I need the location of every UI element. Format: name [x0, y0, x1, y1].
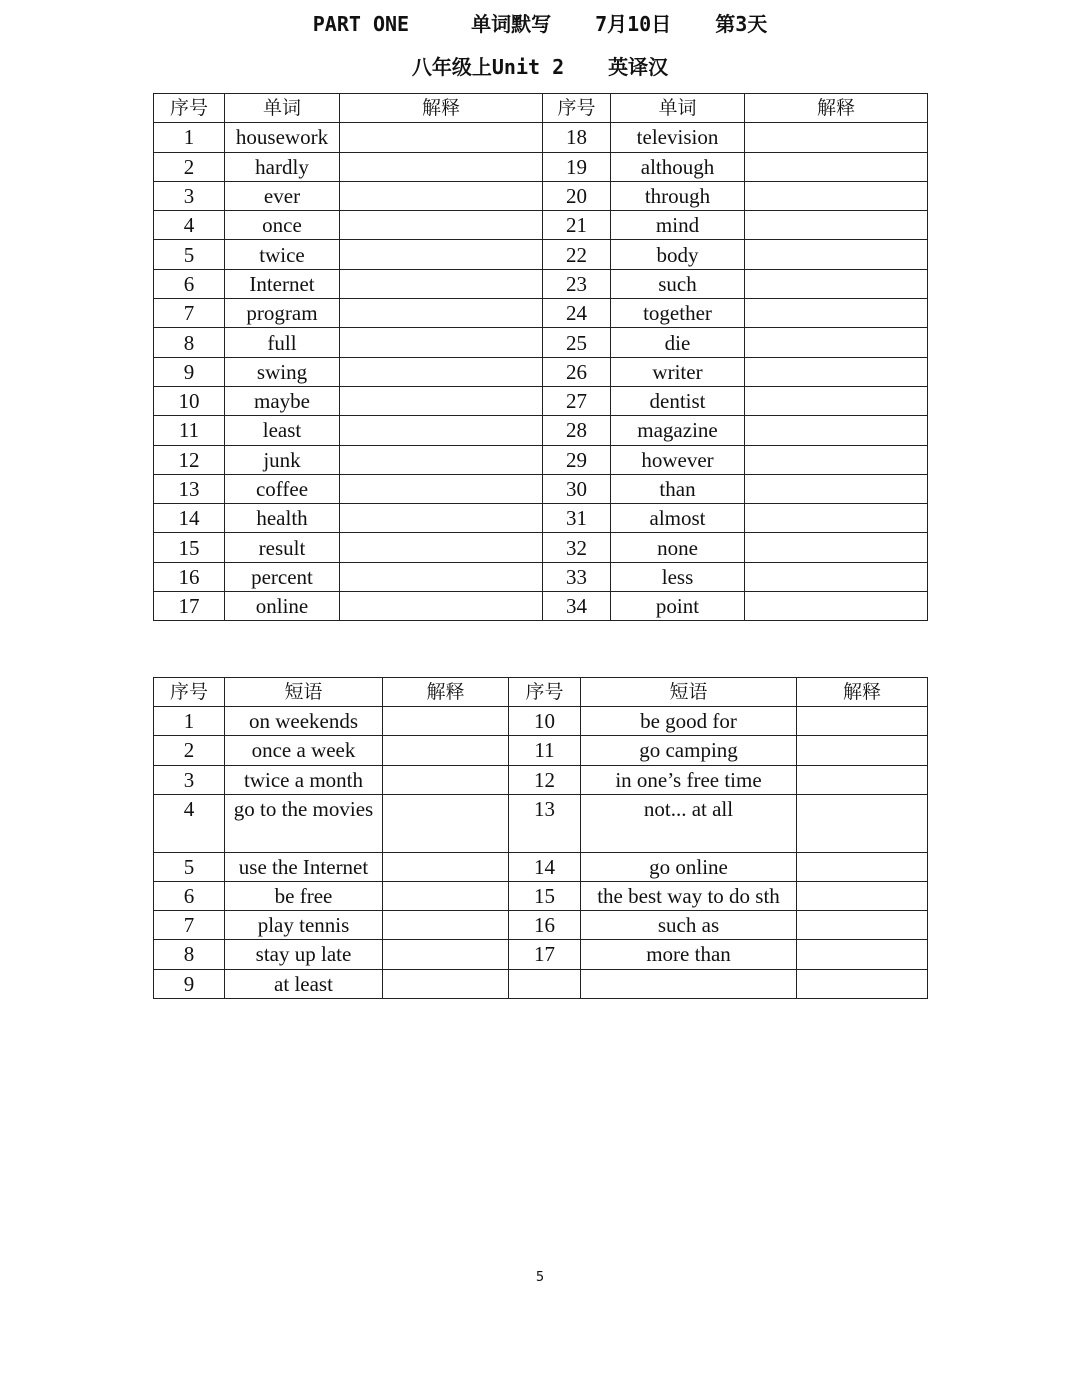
day-label: 第3天 [715, 12, 768, 36]
table-row [154, 940, 928, 969]
phrase-text: play tennis [225, 911, 383, 940]
column-header-meaning: 解释 [745, 94, 928, 123]
row-number: 9 [154, 357, 225, 386]
phrase-text [581, 969, 797, 998]
meaning-answer-cell[interactable] [797, 911, 928, 940]
meaning-answer-cell[interactable] [745, 357, 928, 386]
phrase-text: twice a month [225, 765, 383, 794]
meaning-answer-cell[interactable] [745, 328, 928, 357]
table-row [154, 181, 928, 210]
row-number: 10 [154, 386, 225, 415]
table-row [154, 504, 928, 533]
row-number: 9 [154, 969, 225, 998]
vocabulary-word: through [611, 181, 745, 210]
meaning-answer-cell[interactable] [797, 881, 928, 910]
meaning-answer-cell[interactable] [797, 707, 928, 736]
row-number: 1 [154, 707, 225, 736]
table-header-row [154, 94, 928, 123]
table-row [154, 386, 928, 415]
phrase-text: in one’s free time [581, 765, 797, 794]
row-number: 29 [543, 445, 611, 474]
meaning-answer-cell[interactable] [340, 416, 543, 445]
row-number: 2 [154, 152, 225, 181]
table-row [154, 123, 928, 152]
row-number: 30 [543, 474, 611, 503]
meaning-answer-cell[interactable] [340, 181, 543, 210]
meaning-answer-cell[interactable] [340, 445, 543, 474]
phrase-text: be good for [581, 707, 797, 736]
row-number: 6 [154, 881, 225, 910]
vocabulary-word: twice [225, 240, 340, 269]
meaning-answer-cell[interactable] [383, 765, 509, 794]
table-row [154, 911, 928, 940]
phrase-text: not... at all [581, 794, 797, 852]
vocabulary-word: maybe [225, 386, 340, 415]
vocabulary-word: hardly [225, 152, 340, 181]
row-number: 26 [543, 357, 611, 386]
vocabulary-word: together [611, 299, 745, 328]
vocabulary-word: magazine [611, 416, 745, 445]
meaning-answer-cell[interactable] [797, 852, 928, 881]
vocabulary-word: point [611, 592, 745, 621]
meaning-answer-cell[interactable] [745, 445, 928, 474]
row-number: 8 [154, 940, 225, 969]
phrase-text: more than [581, 940, 797, 969]
meaning-answer-cell[interactable] [340, 474, 543, 503]
meaning-answer-cell[interactable] [797, 794, 928, 852]
vocabulary-word: swing [225, 357, 340, 386]
table-row [154, 533, 928, 562]
meaning-answer-cell[interactable] [745, 123, 928, 152]
column-header-number: 序号 [509, 678, 581, 707]
row-number: 11 [154, 416, 225, 445]
vocabulary-word: least [225, 416, 340, 445]
vocabulary-word: die [611, 328, 745, 357]
table-header-row [154, 678, 928, 707]
row-number: 14 [154, 504, 225, 533]
meaning-answer-cell[interactable] [745, 299, 928, 328]
row-number: 34 [543, 592, 611, 621]
vocabulary-word: health [225, 504, 340, 533]
row-number: 24 [543, 299, 611, 328]
row-number: 20 [543, 181, 611, 210]
meaning-answer-cell[interactable] [383, 794, 509, 852]
table-row [154, 269, 928, 298]
vocabulary-word: although [611, 152, 745, 181]
column-header-phrase: 短语 [581, 678, 797, 707]
column-header-meaning: 解释 [340, 94, 543, 123]
row-number: 16 [154, 562, 225, 591]
meaning-answer-cell[interactable] [745, 386, 928, 415]
row-number: 3 [154, 765, 225, 794]
meaning-answer-cell[interactable] [383, 736, 509, 765]
vocabulary-word: mind [611, 211, 745, 240]
vocabulary-word: junk [225, 445, 340, 474]
column-header-meaning: 解释 [383, 678, 509, 707]
row-number: 17 [509, 940, 581, 969]
phrase-text: use the Internet [225, 852, 383, 881]
meaning-answer-cell[interactable] [797, 765, 928, 794]
row-number: 16 [509, 911, 581, 940]
row-number: 14 [509, 852, 581, 881]
table-row [154, 969, 928, 998]
page-number: 5 [535, 1270, 545, 1285]
meaning-answer-cell[interactable] [383, 940, 509, 969]
column-header-word: 单词 [225, 94, 340, 123]
part-label: PART ONE [312, 12, 410, 36]
table-row [154, 240, 928, 269]
meaning-answer-cell[interactable] [340, 328, 543, 357]
row-number: 7 [154, 911, 225, 940]
row-number: 21 [543, 211, 611, 240]
meaning-answer-cell[interactable] [340, 269, 543, 298]
meaning-answer-cell[interactable] [340, 299, 543, 328]
row-number: 5 [154, 852, 225, 881]
column-header-number: 序号 [543, 94, 611, 123]
vocabulary-word: coffee [225, 474, 340, 503]
row-number: 19 [543, 152, 611, 181]
row-number: 12 [154, 445, 225, 474]
meaning-answer-cell[interactable] [340, 357, 543, 386]
row-number: 8 [154, 328, 225, 357]
vocabulary-word: less [611, 562, 745, 591]
row-number: 4 [154, 211, 225, 240]
task-label: 单词默写 [471, 12, 552, 36]
vocabulary-word: online [225, 592, 340, 621]
vocabulary-word: ever [225, 181, 340, 210]
row-number: 5 [154, 240, 225, 269]
phrase-text: go camping [581, 736, 797, 765]
table-row [154, 152, 928, 181]
meaning-answer-cell[interactable] [745, 181, 928, 210]
vocabulary-word: none [611, 533, 745, 562]
meaning-answer-cell[interactable] [340, 504, 543, 533]
row-number: 2 [154, 736, 225, 765]
table-row [154, 707, 928, 736]
meaning-answer-cell[interactable] [797, 940, 928, 969]
table-row [154, 562, 928, 591]
row-number: 28 [543, 416, 611, 445]
meaning-answer-cell[interactable] [340, 240, 543, 269]
meaning-answer-cell[interactable] [745, 533, 928, 562]
vocabulary-word: almost [611, 504, 745, 533]
row-number [509, 969, 581, 998]
meaning-answer-cell[interactable] [745, 592, 928, 621]
row-number: 3 [154, 181, 225, 210]
meaning-answer-cell[interactable] [383, 911, 509, 940]
meaning-answer-cell[interactable] [745, 269, 928, 298]
table-row [154, 445, 928, 474]
column-header-number: 序号 [154, 678, 225, 707]
worksheet-subheader [0, 51, 1080, 80]
meaning-answer-cell[interactable] [340, 386, 543, 415]
row-number: 17 [154, 592, 225, 621]
vocabulary-word: percent [225, 562, 340, 591]
table-row [154, 765, 928, 794]
phrase-text: once a week [225, 736, 383, 765]
phrase-text: at least [225, 969, 383, 998]
table-row [154, 357, 928, 386]
vocabulary-word: result [225, 533, 340, 562]
row-number: 13 [509, 794, 581, 852]
row-number: 4 [154, 794, 225, 852]
phrase-text: go to the movies [225, 794, 383, 852]
row-number: 18 [543, 123, 611, 152]
vocabulary-word: body [611, 240, 745, 269]
meaning-answer-cell[interactable] [745, 416, 928, 445]
phrase-text: on weekends [225, 707, 383, 736]
table-row [154, 794, 928, 852]
row-number: 25 [543, 328, 611, 357]
meaning-answer-cell[interactable] [745, 211, 928, 240]
table-row [154, 474, 928, 503]
table-row [154, 592, 928, 621]
meaning-answer-cell[interactable] [340, 152, 543, 181]
vocabulary-word: Internet [225, 269, 340, 298]
vocabulary-word: television [611, 123, 745, 152]
row-number: 13 [154, 474, 225, 503]
meaning-answer-cell[interactable] [340, 562, 543, 591]
vocabulary-word: housework [225, 123, 340, 152]
column-header-word: 单词 [611, 94, 745, 123]
table-row [154, 881, 928, 910]
translation-mode-label: 英译汉 [608, 55, 669, 79]
vocabulary-word: dentist [611, 386, 745, 415]
worksheet-header [0, 8, 1080, 37]
table-row [154, 211, 928, 240]
table-row [154, 416, 928, 445]
phrase-text: be free [225, 881, 383, 910]
phrase-text: the best way to do sth [581, 881, 797, 910]
vocabulary-word: than [611, 474, 745, 503]
meaning-answer-cell[interactable] [340, 211, 543, 240]
row-number: 1 [154, 123, 225, 152]
row-number: 7 [154, 299, 225, 328]
row-number: 12 [509, 765, 581, 794]
row-number: 15 [154, 533, 225, 562]
meaning-answer-cell[interactable] [383, 969, 509, 998]
meaning-answer-cell[interactable] [797, 969, 928, 998]
meaning-answer-cell[interactable] [745, 562, 928, 591]
column-header-meaning: 解释 [797, 678, 928, 707]
table-row [154, 328, 928, 357]
phrase-text: such as [581, 911, 797, 940]
row-number: 27 [543, 386, 611, 415]
vocabulary-word: once [225, 211, 340, 240]
vocabulary-word: program [225, 299, 340, 328]
date-label: 7月10日 [595, 12, 672, 36]
row-number: 10 [509, 707, 581, 736]
meaning-answer-cell[interactable] [745, 504, 928, 533]
vocabulary-word: however [611, 445, 745, 474]
phrase-text: stay up late [225, 940, 383, 969]
row-number: 11 [509, 736, 581, 765]
meaning-answer-cell[interactable] [797, 736, 928, 765]
meaning-answer-cell[interactable] [383, 852, 509, 881]
table-row [154, 736, 928, 765]
column-header-number: 序号 [154, 94, 225, 123]
meaning-answer-cell[interactable] [745, 152, 928, 181]
meaning-answer-cell[interactable] [745, 240, 928, 269]
row-number: 22 [543, 240, 611, 269]
phrase-text: go online [581, 852, 797, 881]
meaning-answer-cell[interactable] [745, 474, 928, 503]
row-number: 15 [509, 881, 581, 910]
table-row [154, 299, 928, 328]
grade-unit-label: 八年级上Unit 2 [411, 55, 565, 79]
meaning-answer-cell[interactable] [383, 881, 509, 910]
vocabulary-word: writer [611, 357, 745, 386]
row-number: 32 [543, 533, 611, 562]
vocabulary-table [153, 93, 928, 621]
meaning-answer-cell[interactable] [340, 123, 543, 152]
phrases-table [153, 677, 928, 999]
vocabulary-word: such [611, 269, 745, 298]
row-number: 31 [543, 504, 611, 533]
row-number: 33 [543, 562, 611, 591]
meaning-answer-cell[interactable] [340, 533, 543, 562]
vocabulary-word: full [225, 328, 340, 357]
table-row [154, 852, 928, 881]
row-number: 23 [543, 269, 611, 298]
meaning-answer-cell[interactable] [383, 707, 509, 736]
column-header-phrase: 短语 [225, 678, 383, 707]
row-number: 6 [154, 269, 225, 298]
meaning-answer-cell[interactable] [340, 592, 543, 621]
